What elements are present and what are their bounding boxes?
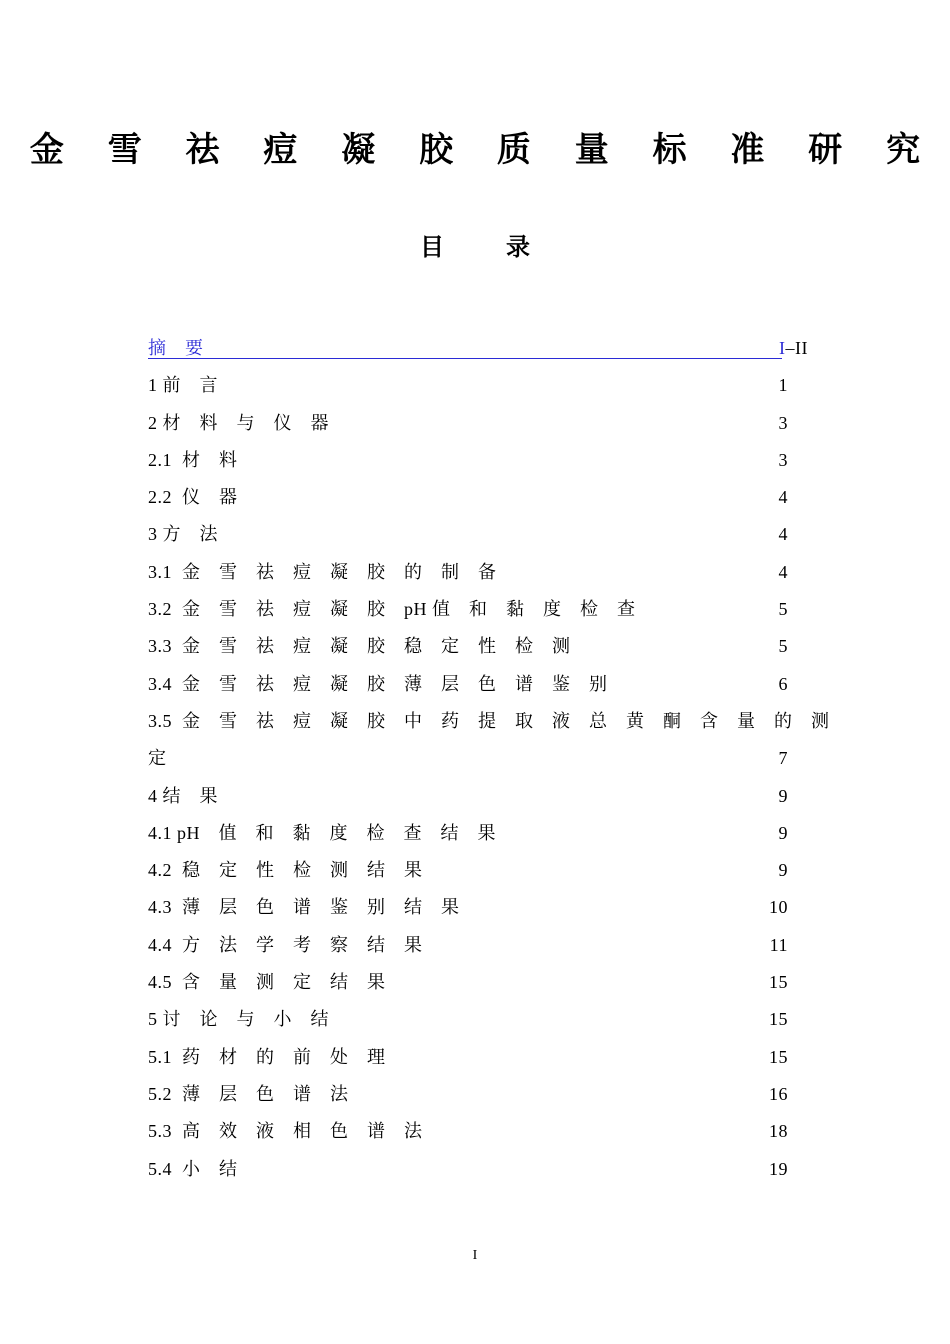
toc-entry-page: 16 bbox=[769, 1083, 788, 1104]
toc-leader-line bbox=[148, 358, 782, 359]
toc-entry-label: 3 方 法 bbox=[148, 524, 218, 545]
toc-entry[interactable] bbox=[148, 703, 830, 740]
toc-entry-page: 10 bbox=[769, 897, 788, 918]
toc-entry-page: 6 bbox=[778, 673, 788, 694]
document-title: 金 雪 祛 痘 凝 胶 质 量 标 准 研 究 bbox=[29, 130, 937, 170]
toc-page-suffix: –II bbox=[785, 338, 808, 358]
toc-entry-page: 7 bbox=[778, 748, 788, 769]
toc-entry[interactable] bbox=[148, 516, 808, 553]
toc-entry[interactable] bbox=[148, 740, 808, 777]
toc-entry[interactable] bbox=[148, 554, 808, 591]
toc-entry[interactable] bbox=[148, 591, 808, 628]
toc-entry[interactable] bbox=[148, 964, 808, 1001]
toc-entry-label: 5.2 薄 层 色 谱 法 bbox=[148, 1083, 349, 1104]
toc-entry[interactable] bbox=[148, 1076, 808, 1113]
toc-entry-page: 18 bbox=[769, 1121, 788, 1142]
toc-entry[interactable] bbox=[148, 815, 808, 852]
toc-page-link[interactable]: I bbox=[779, 338, 786, 358]
toc-entry-page: 9 bbox=[778, 822, 788, 843]
toc-entry-page: 4 bbox=[778, 487, 788, 508]
toc-entry-page: 3 bbox=[778, 449, 788, 470]
toc-entry-page: 5 bbox=[778, 599, 788, 620]
toc-entry-page: 15 bbox=[769, 1046, 788, 1067]
toc-entry-page: 9 bbox=[778, 860, 788, 881]
toc-entry[interactable] bbox=[148, 1151, 808, 1188]
toc-entry-label: 3.3 金 雪 祛 痘 凝 胶 稳 定 性 检 测 bbox=[148, 636, 571, 657]
toc-entry-label: 4.5 含 量 测 定 结 果 bbox=[148, 972, 386, 993]
toc-entry-label: 4 结 果 bbox=[148, 785, 218, 806]
toc-entry-page: 11 bbox=[769, 934, 788, 955]
toc-entry-page: 15 bbox=[769, 1009, 788, 1030]
toc-entry-abstract[interactable] bbox=[148, 330, 808, 367]
toc-entry[interactable] bbox=[148, 778, 808, 815]
toc-entry-label: 4.4 方 法 学 考 察 结 果 bbox=[148, 934, 423, 955]
toc-entry[interactable] bbox=[148, 442, 808, 479]
toc-entry-label[interactable]: 摘 要 bbox=[148, 338, 204, 358]
toc-heading-right: 录 bbox=[506, 233, 530, 261]
toc-entry-label: 2.2 仪 器 bbox=[148, 487, 238, 508]
toc-entry[interactable] bbox=[148, 1113, 808, 1150]
page-footer-number: I bbox=[472, 1248, 478, 1263]
toc-entry-label: 4.2 稳 定 性 检 测 结 果 bbox=[148, 860, 423, 881]
toc-entry-label: 3.4 金 雪 祛 痘 凝 胶 薄 层 色 谱 鉴 别 bbox=[148, 673, 608, 694]
toc-entry-label: 4.3 薄 层 色 谱 鉴 别 结 果 bbox=[148, 897, 460, 918]
toc-entry-page: 9 bbox=[778, 785, 788, 806]
toc-entry-page: 4 bbox=[778, 524, 788, 545]
toc-entry[interactable] bbox=[148, 889, 808, 926]
toc-entry-page: 5 bbox=[778, 636, 788, 657]
toc-entry[interactable] bbox=[148, 1001, 808, 1038]
toc-entry-page: 15 bbox=[769, 972, 788, 993]
toc-entry[interactable] bbox=[148, 1039, 808, 1076]
toc-entry-label: 4.1 pH 值 和 黏 度 检 查 结 果 bbox=[148, 822, 496, 843]
toc-heading bbox=[0, 230, 950, 264]
toc-heading-left: 目 bbox=[420, 233, 444, 261]
toc-entry-page: 19 bbox=[769, 1158, 788, 1179]
toc-entry-label: 1 前 言 bbox=[148, 375, 218, 396]
toc-entry[interactable] bbox=[148, 927, 808, 964]
toc-entry[interactable] bbox=[148, 479, 808, 516]
toc-entry[interactable] bbox=[148, 367, 808, 404]
toc-entry-label: 3.1 金 雪 祛 痘 凝 胶 的 制 备 bbox=[148, 561, 497, 582]
toc-entry-label: 5 讨 论 与 小 结 bbox=[148, 1009, 329, 1030]
toc-entry-page: 4 bbox=[778, 561, 788, 582]
toc-entry[interactable] bbox=[148, 852, 808, 889]
toc-entry[interactable] bbox=[148, 666, 808, 703]
toc-entry-label: 5.3 高 效 液 相 色 谱 法 bbox=[148, 1121, 423, 1142]
toc-entry-label: 2.1 材 料 bbox=[148, 449, 238, 470]
toc-entry[interactable] bbox=[148, 628, 808, 665]
toc-entry-label: 定 bbox=[148, 748, 167, 769]
toc-entry-label: 5.4 小 结 bbox=[148, 1158, 238, 1179]
toc-entry-page: 1 bbox=[778, 375, 788, 396]
table-of-contents bbox=[148, 330, 830, 1188]
toc-entry-label: 3.5 金 雪 祛 痘 凝 胶 中 药 提 取 液 总 黄 酮 含 量 的 测 bbox=[148, 710, 830, 731]
toc-entry-label: 2 材 料 与 仪 器 bbox=[148, 412, 329, 433]
toc-entry-page bbox=[779, 330, 808, 367]
toc-entry-label: 5.1 药 材 的 前 处 理 bbox=[148, 1046, 386, 1067]
toc-entry-label: 3.2 金 雪 祛 痘 凝 胶 pH 值 和 黏 度 检 查 bbox=[148, 599, 636, 620]
toc-entry-page: 3 bbox=[778, 412, 788, 433]
toc-entry[interactable] bbox=[148, 405, 808, 442]
